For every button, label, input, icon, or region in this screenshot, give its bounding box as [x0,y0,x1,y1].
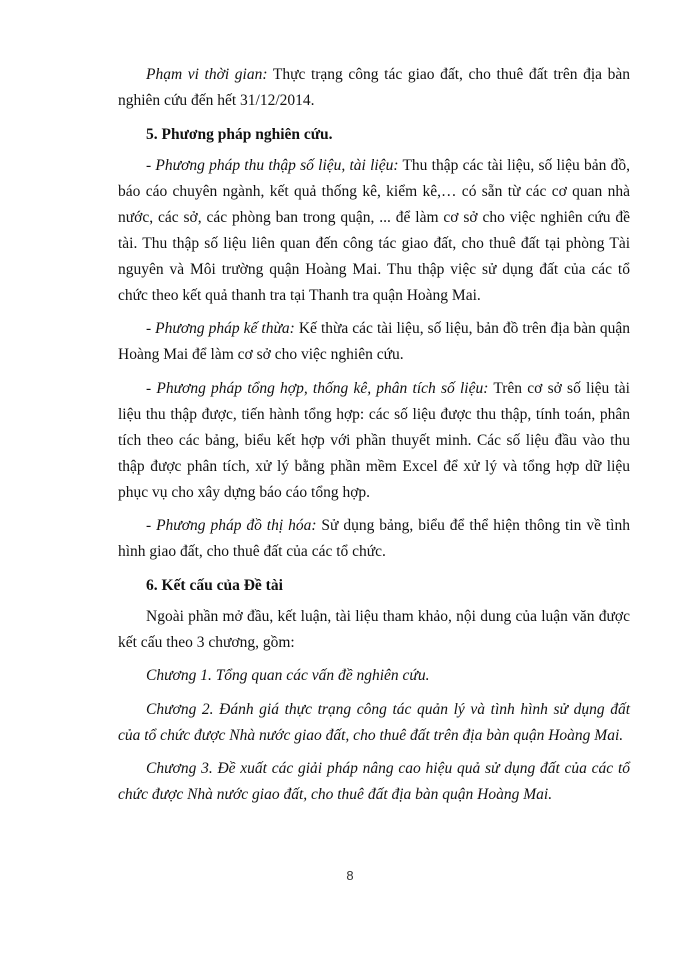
chapter-1-item: Chương 1. Tổng quan các vấn đề nghiên cứu. [146,667,430,684]
paragraph-data-collection [118,153,630,309]
heading-thesis-structure: 6. Kết cấu của Đề tài [146,576,283,594]
chapter-2-item: Chương 2. Đánh giá thực trạng công tác quản lý và tình hình sử dụng đất của tổ chức được Nhà nước giao đất, cho thuê đất trên địa bàn quận Hoàng Mai. [118,700,630,744]
paragraph-synthesis [118,376,630,506]
time-scope-label: Phạm vi thời gian: [146,66,268,83]
synthesis-text: Trên cơ sở số liệu tài liệu thu thập được, tiến hành tổng hợp: các số liệu được thu thập, tính toán, phân tích theo các bảng, biểu kết hợp với phần thuyết minh. Các số liệu đầu vào thu thập được phân tích, xử lý bằng phần mềm Excel để xử lý và tổng hợp dữ liệu phục vụ cho xây dựng báo cáo tổng hợp. [118,379,630,501]
paragraph-graphing [118,513,630,565]
paragraph-time-scope [118,62,630,114]
synthesis-label: - Phương pháp tổng hợp, thống kê, phân tích số liệu: [146,379,489,397]
page-content [118,62,630,816]
inheritance-text: Kế thừa các tài liệu, số liệu, bản đồ trên địa bàn quận Hoàng Mai để làm cơ sở cho việc nghiên cứu. [118,320,630,363]
data-collection-text: Thu thập các tài liệu, số liệu bản đồ, báo cáo chuyên ngành, kết quả thống kê, kiểm kê,… có sẵn từ các cơ quan nhà nước, các sở, các phòng ban trong quận, ... để làm cơ sở cho việc nghiên cứu đề tài. Thu thập số liệu liên quan đến công tác giao đất, cho thuê đất tại phòng Tài nguyên và Môi trường quận Hoàng Mai. Thu thập việc sử dụng đất của các tổ chức theo kết quả thanh tra tại Thanh tra quận Hoàng Mai. [118,156,630,304]
paragraph-structure-intro: Ngoài phần mở đầu, kết luận, tài liệu tham khảo, nội dung của luận văn được kết cấu theo 3 chương, gồm: [118,607,630,651]
graphing-text: Sử dụng bảng, biểu để thể hiện thông tin về tình hình giao đất, cho thuê đất của các tổ chức. [118,517,630,560]
heading-research-methods: 5. Phương pháp nghiên cứu. [146,125,333,143]
page-number: 8 [346,868,354,883]
graphing-label: - Phương pháp đồ thị hóa: [146,517,317,534]
data-collection-label: - Phương pháp thu thập số liệu, tài liệu: [146,156,399,174]
chapter-3-item: Chương 3. Đề xuất các giải pháp nâng cao hiệu quả sử dụng đất của các tổ chức được Nhà nước giao đất, cho thuê đất địa bàn quận Hoàng Mai. [118,760,630,803]
time-scope-text: Thực trạng công tác giao đất, cho thuê đất trên địa bàn nghiên cứu đến hết 31/12/2014. [118,66,630,109]
paragraph-inheritance [118,316,630,368]
inheritance-label: - Phương pháp kế thừa: [146,320,295,337]
